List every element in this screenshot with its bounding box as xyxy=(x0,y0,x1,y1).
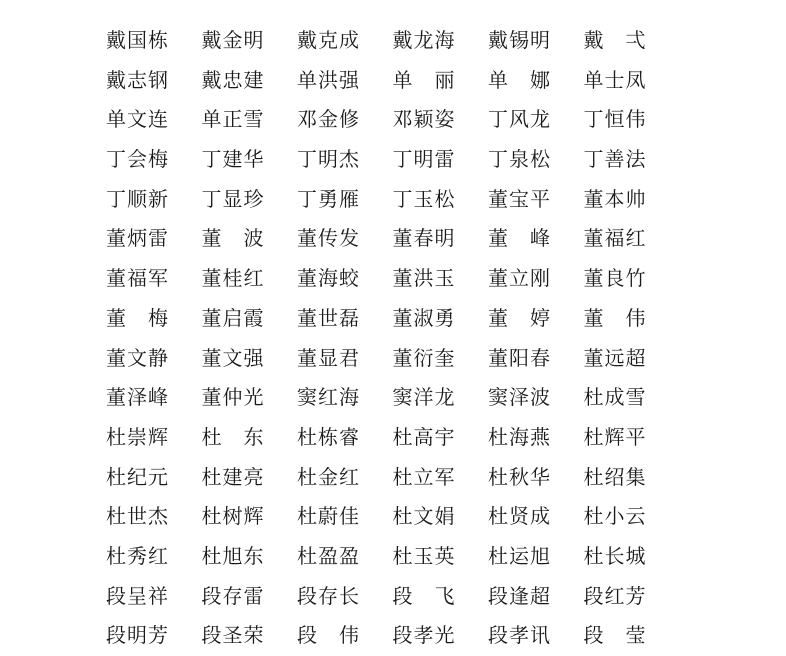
name-entry: 杜 小 云 xyxy=(583,504,646,529)
name-entry: 董 仲 光 xyxy=(201,385,264,410)
name-entry: 董 淑 勇 xyxy=(392,305,455,330)
name-entry: 杜 秀 红 xyxy=(106,543,168,568)
name-entry: 丁 风 龙 xyxy=(488,107,550,132)
name-entry: 单 丽 xyxy=(392,67,455,92)
name-entry: 邓 颖 姿 xyxy=(392,107,455,132)
name-entry: 丁 泉 松 xyxy=(488,147,550,172)
name-entry: 丁 勇 雁 xyxy=(297,186,359,211)
name-entry: 杜 栋 睿 xyxy=(297,424,359,449)
name-entry: 戴 忠 建 xyxy=(201,67,264,92)
name-entry: 董 传 发 xyxy=(297,226,359,251)
name-entry: 杜 崇 辉 xyxy=(106,424,168,449)
name-entry: 杜 高 宇 xyxy=(392,424,455,449)
name-entry: 杜 成 雪 xyxy=(583,385,646,410)
name-entry: 段 飞 xyxy=(392,583,455,608)
name-entry: 杜 金 红 xyxy=(297,464,359,489)
name-entry: 董 海 蛟 xyxy=(297,266,359,291)
name-entry: 段 红 芳 xyxy=(583,583,646,608)
name-entry: 杜 树 辉 xyxy=(201,504,264,529)
name-entry: 邓 金 修 xyxy=(297,107,359,132)
name-entry: 杜 旭 东 xyxy=(201,543,264,568)
name-entry: 董 泽 峰 xyxy=(106,385,168,410)
name-entry: 段 呈 祥 xyxy=(106,583,168,608)
name-entry: 杜 玉 英 xyxy=(392,543,455,568)
name-entry: 董 文 静 xyxy=(106,345,168,370)
name-entry: 杜 海 燕 xyxy=(488,424,550,449)
name-entry: 董 炳 雷 xyxy=(106,226,168,251)
name-entry: 丁 顺 新 xyxy=(106,186,168,211)
name-entry: 杜 长 城 xyxy=(583,543,646,568)
name-entry: 丁 善 法 xyxy=(583,147,646,172)
name-entry: 杜 盈 盈 xyxy=(297,543,359,568)
name-entry: 单 正 雪 xyxy=(201,107,264,132)
name-entry: 董 启 霞 xyxy=(201,305,264,330)
name-entry: 窦 红 海 xyxy=(297,385,359,410)
name-entry: 杜 世 杰 xyxy=(106,504,168,529)
name-entry: 窦 泽 波 xyxy=(488,385,550,410)
name-entry: 段 圣 荣 xyxy=(201,623,264,648)
name-entry: 董 文 强 xyxy=(201,345,264,370)
name-entry: 杜 建 亮 xyxy=(201,464,264,489)
name-entry: 戴 弌 xyxy=(583,28,646,52)
name-entry: 杜 纪 元 xyxy=(106,464,168,489)
name-entry: 丁 显 珍 xyxy=(201,186,264,211)
name-entry: 杜 文 娟 xyxy=(392,504,455,529)
name-entry: 董 宝 平 xyxy=(488,186,550,211)
name-entry: 杜 立 军 xyxy=(392,464,455,489)
name-entry: 段 存 长 xyxy=(297,583,359,608)
name-entry: 戴 国 栋 xyxy=(106,28,168,52)
name-entry: 段 孝 光 xyxy=(392,623,455,648)
name-entry: 董 桂 红 xyxy=(201,266,264,291)
name-entry: 董 良 竹 xyxy=(583,266,646,291)
name-entry: 董 阳 春 xyxy=(488,345,550,370)
name-entry: 董 春 明 xyxy=(392,226,455,251)
name-entry: 董 梅 xyxy=(106,305,168,330)
name-entry: 杜 辉 平 xyxy=(583,424,646,449)
name-entry: 丁 明 雷 xyxy=(392,147,455,172)
name-entry: 戴 金 明 xyxy=(201,28,264,52)
name-entry: 戴 志 钢 xyxy=(106,67,168,92)
name-entry: 窦 洋 龙 xyxy=(392,385,455,410)
name-entry: 杜 贤 成 xyxy=(488,504,550,529)
name-entry: 杜 东 xyxy=(201,424,264,449)
name-entry: 董 显 君 xyxy=(297,345,359,370)
name-entry: 戴 龙 海 xyxy=(392,28,455,52)
name-entry: 单 士 凤 xyxy=(583,67,646,92)
name-entry: 丁 恒 伟 xyxy=(583,107,646,132)
name-entry: 丁 建 华 xyxy=(201,147,264,172)
name-entry: 董 婷 xyxy=(488,305,550,330)
name-list-grid xyxy=(106,21,679,656)
name-entry: 董 洪 玉 xyxy=(392,266,455,291)
name-entry: 杜 运 旭 xyxy=(488,543,550,568)
name-entry: 段 莹 xyxy=(583,623,646,648)
name-entry: 戴 克 成 xyxy=(297,28,359,52)
name-entry: 董 世 磊 xyxy=(297,305,359,330)
name-entry: 董 立 刚 xyxy=(488,266,550,291)
name-entry: 戴 锡 明 xyxy=(488,28,550,52)
name-entry: 董 伟 xyxy=(583,305,646,330)
name-entry: 单 文 连 xyxy=(106,107,168,132)
name-entry: 段 存 雷 xyxy=(201,583,264,608)
name-entry: 董 衍 奎 xyxy=(392,345,455,370)
name-entry: 董 福 军 xyxy=(106,266,168,291)
name-entry: 丁 玉 松 xyxy=(392,186,455,211)
name-entry: 丁 会 梅 xyxy=(106,147,168,172)
name-entry: 董 福 红 xyxy=(583,226,646,251)
name-entry: 单 洪 强 xyxy=(297,67,359,92)
name-entry: 杜 蔚 佳 xyxy=(297,504,359,529)
name-entry: 董 峰 xyxy=(488,226,550,251)
name-entry: 丁 明 杰 xyxy=(297,147,359,172)
name-entry: 董 本 帅 xyxy=(583,186,646,211)
name-entry: 段 逢 超 xyxy=(488,583,550,608)
name-entry: 董 波 xyxy=(201,226,264,251)
name-entry: 单 娜 xyxy=(488,67,550,92)
name-entry: 杜 秋 华 xyxy=(488,464,550,489)
name-entry: 段 明 芳 xyxy=(106,623,168,648)
name-entry: 段 孝 讯 xyxy=(488,623,550,648)
name-entry: 杜 绍 集 xyxy=(583,464,646,489)
name-entry: 段 伟 xyxy=(297,623,359,648)
name-entry: 董 远 超 xyxy=(583,345,646,370)
